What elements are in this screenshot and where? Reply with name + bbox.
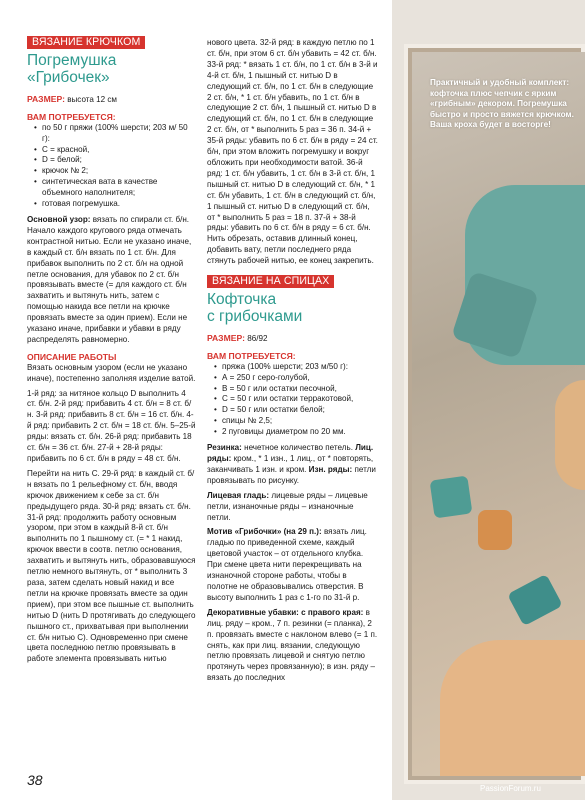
section-label: ВЯЗАНИЕ НА СПИЦАХ bbox=[207, 275, 334, 288]
list-item: • спицы № 2,5; bbox=[216, 416, 379, 427]
fur-toy-photo bbox=[440, 640, 585, 776]
size-label: РАЗМЕР: bbox=[207, 332, 245, 343]
rib-label: Резинка: bbox=[207, 443, 242, 453]
size-line bbox=[207, 333, 379, 345]
list-item: • пряжа (100% шерсти; 203 м/50 г): bbox=[216, 362, 379, 373]
watermark: PassionForum.ru bbox=[480, 784, 541, 793]
materials-list bbox=[27, 123, 197, 210]
list-item: • крючок № 2; bbox=[36, 166, 197, 177]
stockinette-line bbox=[207, 491, 379, 524]
description-intro: Вязать основным узором (если не указано иначе), постепенно заполняя изделие ватой. bbox=[27, 362, 196, 383]
title-line: «Грибочек» bbox=[27, 68, 110, 86]
page-number: 38 bbox=[27, 772, 43, 788]
list-item: • D = 50 г или остатки белой; bbox=[216, 405, 379, 416]
rib-line bbox=[207, 443, 379, 487]
main-pattern bbox=[27, 215, 197, 346]
list-item: • В = 50 г или остатки песочной, bbox=[216, 384, 379, 395]
main-pattern-text: вязать по спирали ст. б/н. Начало каждого кругового ряда отмечать контрастной нитью. Если не указано иначе, в каждый ст. б/н вязать по 1 ст. б/н. Для прибавок выполнить по 2 ст. б/н на одной петле основания, для убавок по 2 ст. б/н провязывать вместе (= для каждого ст. б/н захватить и вытянуть нить, затем с помощью накида все петли на крючке провязать вместе за один прием). Если не указано иначе, прибавки и убавки в ряду распределять равномерно. bbox=[27, 214, 192, 344]
list-item: • А = 250 г серо-голубой, bbox=[216, 373, 379, 384]
decrease-text: в лиц. ряду – кром., 7 п. резинки (= планка), 2 п. провязать вместе с наклоном влево (= 1 п. снять, как при лиц. вязании, следующую петлю провязать лицевой и снятую петлю протянуть через провязанную); в изн. ряду – вязать до последних bbox=[207, 607, 378, 683]
section-label: ВЯЗАНИЕ КРЮЧКОМ bbox=[27, 36, 145, 49]
article-title bbox=[27, 52, 197, 86]
toy-block-photo bbox=[430, 476, 473, 519]
face-rows-label: Лиц. ряды: bbox=[207, 443, 374, 463]
rows-text: 1-й ряд: за нитяное кольцо D выполнить 4 ст. б/н. 2-й ряд: прибавить 4 ст. б/н = 8 ст. б/н. 3-й ряд: прибавить 8 ст. б/н = 16 ст. б/н. 4-й ряд: прибавить 2 ст. б/н = 18 ст. б/н. 5–25-й ряды: вязать ст. б/н. 26-й ряд: прибавить 18 ст. б/н = 36 ст. б/н. 27-й + 28-й ряды: прибавить по 6 ст. б/н в ряду = 48 ст. б/н. bbox=[27, 388, 196, 463]
stockinette-label: Лицевая гладь: bbox=[207, 490, 270, 500]
list-item: • С = красной, bbox=[36, 145, 197, 156]
list-item: • синтетическая вата в качестве объемного наполнителя; bbox=[36, 177, 197, 199]
stockinette-text: лицевые ряды – лицевые петли, изнаночные ряды – изнаночные петли. bbox=[207, 490, 368, 522]
motif-label: Мотив «Грибочки» (на 29 п.): bbox=[207, 527, 322, 537]
rib-text: нечетное количество петель. bbox=[244, 443, 353, 453]
face-rows-text: кром., * 1 изн., 1 лиц., от * повторять, заканчивать 1 изн. и кром. bbox=[207, 454, 374, 474]
knitting-column bbox=[207, 38, 379, 688]
materials-heading: ВАМ ПОТРЕБУЕТСЯ: bbox=[27, 111, 116, 122]
motif-text: вязать лиц. гладью по приведенной схеме, каждый цветовой участок – от отдельного клубка. При смене цвета нити перекрещивать на изнаночной стороне работы, чтобы в полотне не образовывались отверстия. В высоту выполнить 1 раз с 1-го по 31-й р. bbox=[207, 527, 367, 602]
size-value: высота 12 см bbox=[67, 94, 117, 104]
list-item: • С = 50 г или остатки терракотовой, bbox=[216, 394, 379, 405]
photo-caption: Практичный и удобный комплект: кофточка плюс чепчик с ярким «грибным» декором. Погремушка быстро и просто вяжется крючком. Ваша кроха будет в восторге! bbox=[430, 78, 574, 130]
list-item: • D = белой; bbox=[36, 155, 197, 166]
size-line bbox=[27, 94, 197, 106]
purl-rows-text: петли провязывать по рисунку. bbox=[207, 464, 376, 485]
main-pattern-label: Основной узор: bbox=[27, 214, 91, 224]
decrease-label: Декоративные убавки: с правого края: bbox=[207, 607, 364, 617]
materials-list bbox=[207, 362, 379, 438]
materials-heading: ВАМ ПОТРЕБУЕТСЯ: bbox=[207, 350, 296, 361]
list-item: • по 50 г пряжи (100% шерсти; 203 м/ 50 г): bbox=[36, 123, 197, 145]
title-line: Кофточка bbox=[207, 290, 277, 308]
title-line: с грибочками bbox=[207, 307, 303, 325]
fur-toy-photo bbox=[555, 380, 585, 490]
size-label: РАЗМЕР: bbox=[27, 93, 65, 104]
list-item: • готовая погремушка. bbox=[36, 199, 197, 210]
title-line: Погремушка bbox=[27, 51, 117, 69]
size-value: 86/92 bbox=[247, 333, 268, 343]
article-title bbox=[207, 291, 379, 325]
crochet-column bbox=[27, 36, 197, 669]
toy-cup-photo bbox=[478, 510, 512, 550]
continue-text: Перейти на нить С. 29-й ряд: в каждый ст. б/н вязать по 1 рельефному ст. б/н, вводя крючок движением к себе за ст. б/н предыдущего ряда. 30-й ряд: вязать ст. б/н. 31-й ряд: продолжить работу основным узором, при этом в каждый 8-й ст. б/н выполнить по 1 пышному ст. (= * 1 накид, крючок ввести в соотв. петлю основания, захватить и вытянуть нить, образовавшуюся петлю немного вытянуть, от * выполнить 3 раза, затем сделать новый накид и все петли на крючке провязать вместе за один прием), при этом все пышные ст. выполнить нитью D (нить D протягивать до следующего пышного ст., прихватывая при выполнении ст. б/н нитью С). Одновременно при смене цвета последнюю петлю провязывать в работе элемента провязывать нитью bbox=[27, 468, 196, 664]
description-heading: ОПИСАНИЕ РАБОТЫ bbox=[27, 351, 117, 362]
crochet-continuation: нового цвета. 32-й ряд: в каждую петлю по 1 ст. б/н, при этом 6 ст. б/н убавить = 42 ст. б/н. 33-й ряд: * вязать 1 ст. б/н, по 1 ст. б/н в 3-й и 4-й ст. б/н, 1 пышный ст. нитью D в следующий ст. б/н, по 1 ст. б/н в следующие 2 ст. б/н, * 1 ст. б/н убавить, по 1 ст. б/н в следующие 2 ст. б/н, 1 пышный ст. нитью D в следующий ст. б/н, по 1 ст. б/н в следующие 2 ст. б/н, от * выполнить 5 раз = 36 п. 34-й + 35-й ряды: убавить по 6 ст. б/н в ряду = 24 ст. б/н, при этом вложить погремушку и вокруг обложить при необходимости ватой. 36-й ряд: 1 ст. б/н убавить, 1 ст. б/н в 3-й ст. б/н, 1 пышный ст. нитью D в следующий ст. б/н, * 1 ст. б/н убавить, 1 ст. б/н в следующий ст. б/н, 1 пышный ст. нитью D в следующий ст. б/н, от * выполнить 5 раз = 18 п. 37-й + 38-й ряды: убавить по 6 ст. б/н в ряду = 6 ст. б/н. Нить обрезать, оставив длинный конец, добавить вату, петли последнего ряда стянуть рабочей нитью, ее конец закрепить. bbox=[207, 38, 378, 266]
motif-line bbox=[207, 527, 379, 603]
decrease-line bbox=[207, 608, 379, 684]
list-item: • 2 пуговицы диаметром по 20 мм. bbox=[216, 427, 379, 438]
purl-rows-label: Изн. ряды: bbox=[308, 464, 353, 474]
knitting-article bbox=[207, 275, 379, 684]
